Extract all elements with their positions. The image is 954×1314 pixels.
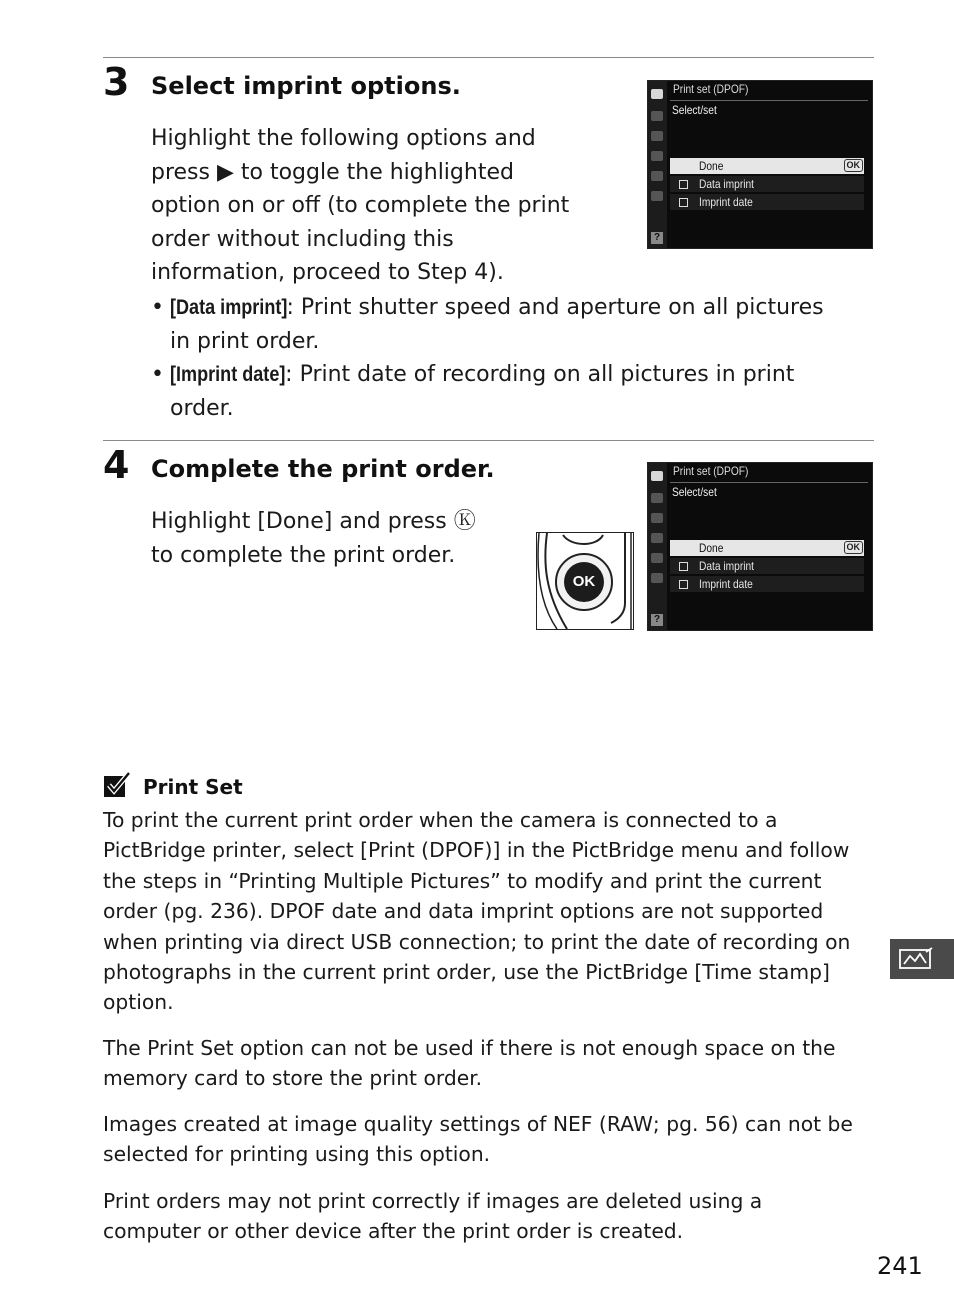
step-4-line: Highlight [Done] and press Ⓚ <box>151 509 476 534</box>
chapter-tab <box>890 939 954 979</box>
note-title: Print Set <box>143 775 243 799</box>
menu-tab-rail <box>648 81 667 248</box>
help-icon: ? <box>651 614 663 626</box>
shooting-menu-icon <box>651 493 663 503</box>
note-line: option. <box>103 990 174 1015</box>
note-line: To print the current print order when the camera is connected to a <box>103 808 778 832</box>
checkbox-icon <box>679 180 688 189</box>
checkbox-icon <box>679 198 688 207</box>
setup-menu-icon <box>651 151 663 161</box>
menu-item-imprint-date <box>670 194 864 210</box>
note-paragraph <box>103 805 878 1018</box>
note-line: selected for printing using this option. <box>103 1142 491 1167</box>
option-description-cont: order. <box>170 395 234 421</box>
step-3-instructions <box>151 122 621 290</box>
checkbox-icon <box>679 562 688 571</box>
screen-subheader: Select/set <box>672 485 717 499</box>
menu-item-done <box>670 540 864 556</box>
camera-ok-button-illustration <box>536 532 634 630</box>
camera-screen-step-3 <box>647 80 873 249</box>
option-description-cont: in print order. <box>170 328 320 354</box>
step-4-line: to complete the print order. <box>151 542 456 568</box>
note-paragraph <box>103 1033 878 1094</box>
bullet-icon: • <box>151 362 164 388</box>
retouch-menu-icon <box>651 171 663 181</box>
list-item <box>151 291 881 358</box>
note-line: computer or other device after the print order is created. <box>103 1219 684 1244</box>
section-divider <box>103 440 874 441</box>
checkbox-icon <box>679 580 688 589</box>
menu-item-label: Done <box>699 159 724 173</box>
screen-header: Print set (DPOF) <box>673 82 749 96</box>
recent-settings-icon <box>651 191 663 201</box>
note-line: order (pg. 236). DPOF date and data imprint options are not supported <box>103 899 824 924</box>
step-3-number: 3 <box>103 60 130 104</box>
header-divider <box>670 482 868 483</box>
note-line: PictBridge printer, select [Print (DPOF)] in the PictBridge menu and follow <box>103 838 850 863</box>
note-line: Images created at image quality settings of NEF (RAW; pg. 56) can not be <box>103 1112 853 1136</box>
note-line: the steps in “Printing Multiple Pictures” to modify and print the current <box>103 868 822 893</box>
note-paragraph <box>103 1186 878 1247</box>
ok-badge-icon: OK <box>844 541 864 554</box>
help-icon: ? <box>651 232 663 244</box>
setup-menu-icon <box>651 533 663 543</box>
menu-item-label: Imprint date <box>699 195 753 209</box>
note-line: Print orders may not print correctly if images are deleted using a <box>103 1189 763 1213</box>
step-3-line: order without including this <box>151 226 454 252</box>
header-divider <box>670 100 868 101</box>
note-line: photographs in the current print order, use the PictBridge [Time stamp] <box>103 960 830 985</box>
option-keyword: [Imprint date] <box>170 363 286 387</box>
menu-tab-rail <box>648 463 667 630</box>
list-item <box>151 358 881 425</box>
screen-subheader: Select/set <box>672 103 717 117</box>
custom-settings-icon <box>651 513 663 523</box>
menu-item-data-imprint <box>670 558 864 574</box>
step-3-line: option on or off (to complete the print <box>151 193 570 219</box>
bullet-icon: • <box>151 295 164 320</box>
retouch-menu-icon <box>651 553 663 563</box>
shooting-menu-icon <box>651 111 663 121</box>
step-3-line: information, proceed to Step 4). <box>151 260 504 286</box>
ok-button-label: OK <box>572 573 596 590</box>
menu-item-label: Data imprint <box>699 177 754 191</box>
custom-settings-icon <box>651 131 663 141</box>
recent-settings-icon <box>651 573 663 583</box>
camera-screen-step-4 <box>647 462 873 631</box>
ok-badge-icon: OK <box>844 159 864 172</box>
checkmark-note-icon <box>103 772 131 798</box>
menu-item-label: Imprint date <box>699 577 753 591</box>
option-description: : Print shutter speed and aperture on all pictures <box>286 295 824 320</box>
menu-item-data-imprint <box>670 176 864 192</box>
option-keyword: [Data imprint] <box>170 296 288 319</box>
step-4-title: Complete the print order. <box>151 455 495 483</box>
playback-menu-icon <box>651 471 663 481</box>
note-line: when printing via direct USB connection; to print the date of recording on <box>103 929 851 954</box>
section-divider <box>103 57 874 58</box>
imprint-options-list <box>151 291 881 425</box>
menu-item-label: Data imprint <box>699 559 754 573</box>
step-3-line: press ▶ to toggle the highlighted <box>151 159 514 185</box>
step-3-line: Highlight the following options and <box>151 126 536 151</box>
menu-item-label: Done <box>699 541 724 555</box>
note-paragraph <box>103 1109 878 1170</box>
step-4-number: 4 <box>103 443 130 487</box>
playback-menu-icon <box>651 89 663 99</box>
step-4-instructions <box>151 505 521 572</box>
step-3-title: Select imprint options. <box>151 72 461 100</box>
note-line: The Print Set option can not be used if there is not enough space on the <box>103 1036 836 1060</box>
menu-item-imprint-date <box>670 576 864 592</box>
page-number: 241 <box>877 1252 923 1280</box>
option-description: : Print date of recording on all pictures in print <box>285 362 795 388</box>
print-tab-icon <box>890 939 954 979</box>
note-line: memory card to store the print order. <box>103 1066 483 1091</box>
menu-item-done <box>670 158 864 174</box>
screen-header: Print set (DPOF) <box>673 464 749 478</box>
